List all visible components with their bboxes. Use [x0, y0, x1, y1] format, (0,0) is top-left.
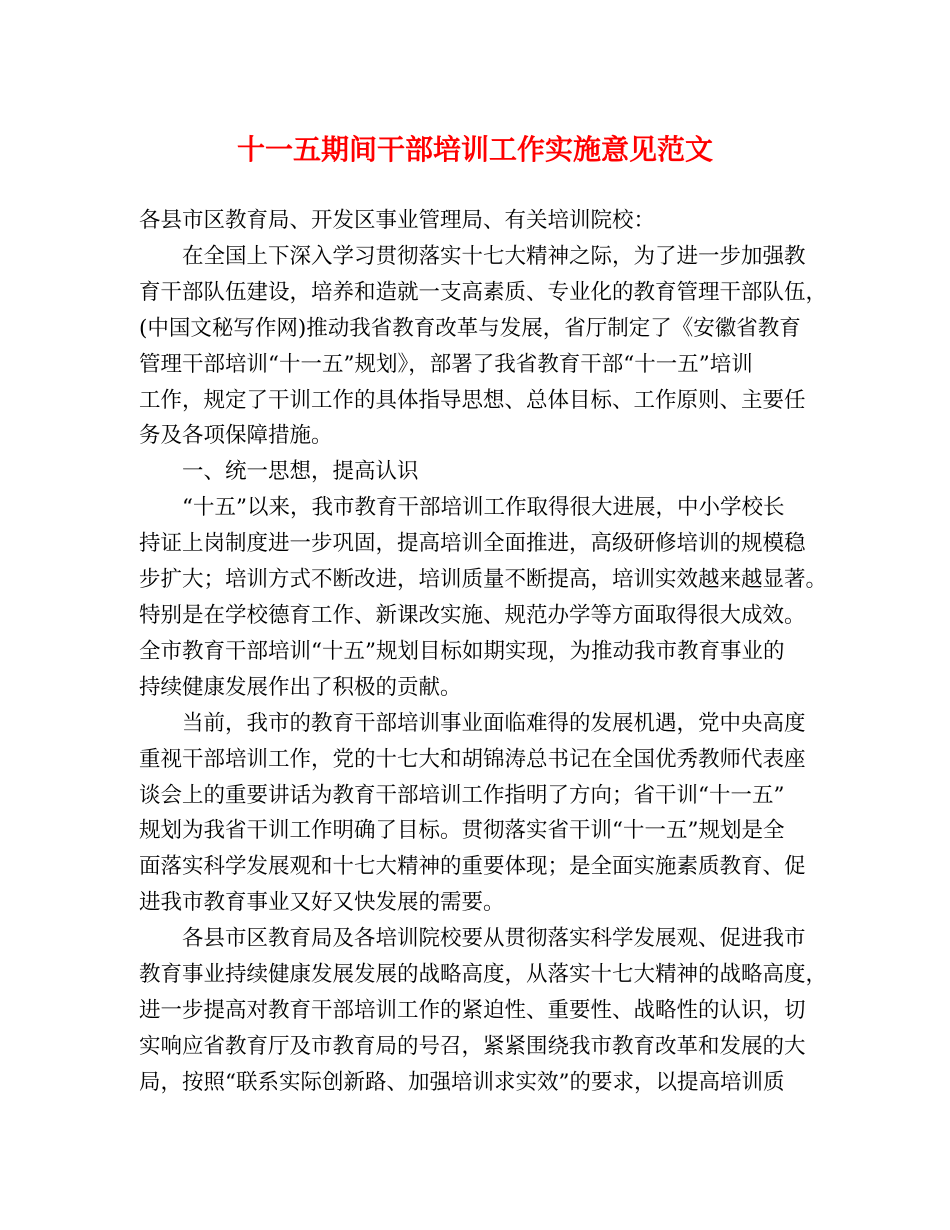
paragraph-line: “十五”以来，我市教育干部培训工作取得很大进展，中小学校长	[182, 495, 785, 521]
paragraph-line: 全市教育干部培训“十五”规划目标如期实现，为推动我市教育事业的	[139, 638, 785, 664]
paragraph-line: 进一步提高对教育干部培训工作的紧迫性、重要性、战略性的认识，切	[139, 997, 806, 1023]
paragraph-line: 教育事业持续健康发展发展的战略高度，从落实十七大精神的战略高度，	[139, 962, 828, 988]
paragraph-line: (中国文秘写作网)推动我省教育改革与发展，省厅制定了《安徽省教育	[139, 315, 801, 341]
document-body	[139, 203, 828, 1101]
paragraph-line: 持证上岗制度进一步巩固，提高培训全面推进，高级研修培训的规模稳	[139, 531, 806, 557]
paragraph-line: 步扩大；培训方式不断改进，培训质量不断提高，培训实效越来越显著。	[139, 567, 828, 593]
paragraph-line: 谈会上的重要讲话为教育干部培训工作指明了方向；省干训“十一五”	[139, 782, 785, 808]
paragraph-line: 务及各项保障措施。	[139, 423, 333, 449]
paragraph-line: 持续健康发展作出了积极的贡献。	[139, 674, 462, 700]
paragraph-line: 局，按照“联系实际创新路、加强培训求实效”的要求，以提高培训质	[139, 1069, 785, 1095]
paragraph-line: 面落实科学发展观和十七大精神的重要体现；是全面实施素质教育、促	[139, 854, 806, 880]
section-heading: 一、统一思想，提高认识	[182, 459, 419, 485]
document-title: 十一五期间干部培训工作实施意见范文	[236, 133, 713, 166]
paragraph-line: 各县市区教育局及各培训院校要从贯彻落实科学发展观、促进我市	[182, 926, 806, 952]
paragraph-line: 育干部队伍建设，培养和造就一支高素质、专业化的教育管理干部队伍，	[139, 279, 828, 305]
salutation-line: 各县市区教育局、开发区事业管理局、有关培训院校：	[139, 208, 656, 233]
paragraph-line: 规划为我省干训工作明确了目标。贯彻落实省干训“十一五”规划是全	[139, 818, 785, 844]
paragraph-line: 工作，规定了干训工作的具体指导思想、总体目标、工作原则、主要任	[139, 387, 806, 413]
paragraph-line: 在全国上下深入学习贯彻落实十七大精神之际，为了进一步加强教	[182, 243, 806, 269]
paragraph-line: 当前，我市的教育干部培训事业面临难得的发展机遇，党中央高度	[182, 710, 806, 736]
paragraph-line: 进我市教育事业又好又快发展的需要。	[139, 890, 505, 916]
paragraph-line: 实响应省教育厅及市教育局的号召，紧紧围绕我市教育改革和发展的大	[139, 1033, 806, 1059]
paragraph-line: 特别是在学校德育工作、新课改实施、规范办学等方面取得很大成效。	[139, 602, 806, 628]
paragraph-line: 重视干部培训工作，党的十七大和胡锦涛总书记在全国优秀教师代表座	[139, 746, 806, 772]
paragraph-line: 管理干部培训“十一五”规划》，部署了我省教育干部“十一五”培训	[139, 351, 753, 377]
